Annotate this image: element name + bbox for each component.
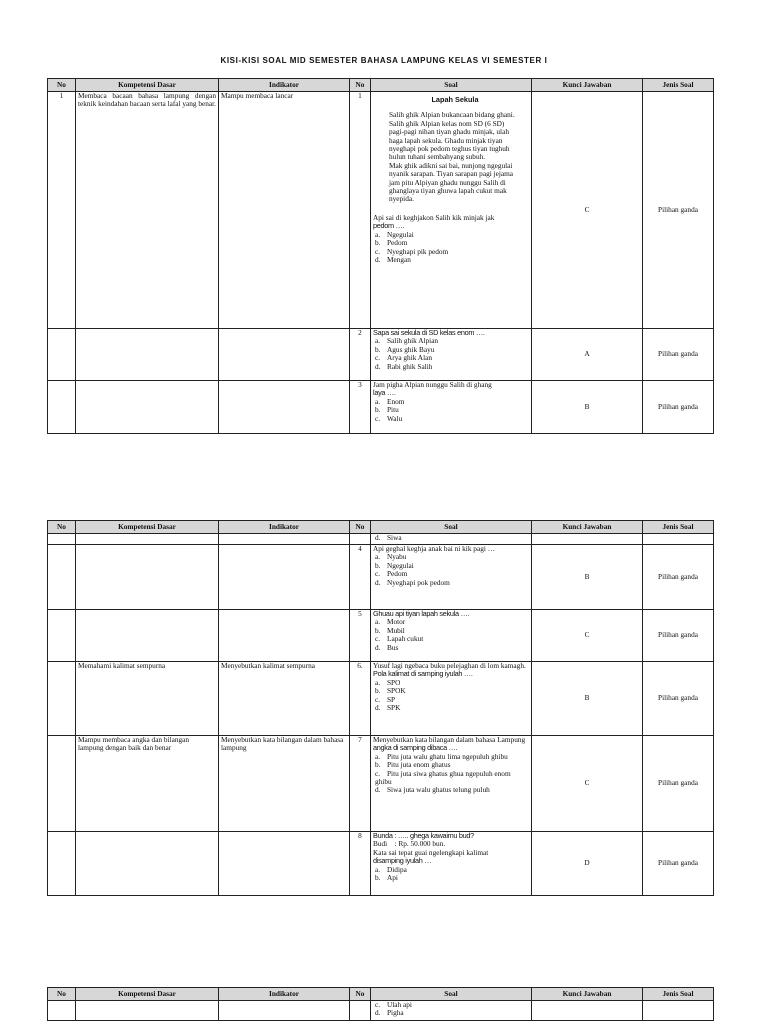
option-d: d. Siwa juta walu ghatus telung puluh bbox=[375, 785, 490, 795]
table-header-row bbox=[48, 79, 714, 92]
option-d: d. SPK bbox=[375, 703, 401, 713]
option-a: a. SPO bbox=[375, 677, 401, 687]
jenis-cell: Pilihan ganda bbox=[643, 832, 714, 896]
option-a: a. Didipa bbox=[375, 864, 407, 874]
option-c: c. Arya ghik Alan bbox=[375, 353, 432, 363]
option-c: c. Nyeghapi pik pedom bbox=[375, 246, 449, 256]
option-a: a. Enom bbox=[375, 396, 405, 406]
answer-options bbox=[373, 1001, 529, 1018]
header-jenis: Jenis Soal bbox=[643, 988, 714, 1001]
option-b: b. Mubil bbox=[375, 625, 405, 635]
question-text: Yusuf lagi ngebaca buku pelejaghan di lom kamagh. bbox=[373, 661, 526, 670]
soal-no: 7 bbox=[350, 736, 371, 832]
option-a: a. Pitu juta walu ghatu lima ngepuluh ghibu bbox=[375, 751, 508, 761]
header-no-soal: No bbox=[350, 988, 371, 1001]
header-soal: Soal bbox=[371, 79, 532, 92]
jenis-cell: Pilihan ganda bbox=[643, 381, 714, 434]
answer-options bbox=[373, 534, 529, 542]
header-indikator: Indikator bbox=[219, 521, 350, 534]
question-text: Pola kalimat di samping iyulah …. bbox=[373, 669, 473, 679]
header-jenis: Jenis Soal bbox=[643, 521, 714, 534]
kunci-cell: A bbox=[532, 329, 643, 381]
header-no-soal: No bbox=[350, 521, 371, 534]
option-d: d. Pigha bbox=[375, 1008, 404, 1018]
option-b: b. Pedom bbox=[375, 238, 408, 248]
question-text: Sapa sai sekula di SD kelas enom …. bbox=[373, 328, 485, 337]
kompetensi-cell: Memahami kalimat sempurna bbox=[76, 662, 219, 736]
indikator-cell: Mampu membaca lancar bbox=[219, 92, 350, 329]
option-b: b. Ngegulai bbox=[375, 560, 414, 570]
option-d: d. Nyeghapi pok pedom bbox=[375, 577, 450, 587]
soal-no: 5 bbox=[350, 610, 371, 662]
option-c: c. Pedom bbox=[375, 569, 408, 579]
option-c: c. SP bbox=[375, 694, 396, 704]
header-indikator: Indikator bbox=[219, 988, 350, 1001]
kisi-table-page-2 bbox=[47, 520, 714, 896]
table-row bbox=[48, 329, 714, 381]
header-no: No bbox=[48, 79, 76, 92]
header-kompetensi: Kompetensi Dasar bbox=[76, 521, 219, 534]
header-kompetensi: Kompetensi Dasar bbox=[76, 988, 219, 1001]
header-indikator: Indikator bbox=[219, 79, 350, 92]
header-no: No bbox=[48, 988, 76, 1001]
header-soal: Soal bbox=[371, 988, 532, 1001]
table-row bbox=[48, 736, 714, 832]
soal-no: 8 bbox=[350, 832, 371, 896]
soal-no: 4 bbox=[350, 545, 371, 610]
soal-no: 6. bbox=[350, 662, 371, 736]
question-text: Api geghal keghja anak bai ni kik pagi … bbox=[373, 544, 495, 553]
option-d: d. Siwa bbox=[375, 533, 402, 542]
option-b: b. Api bbox=[375, 873, 398, 883]
soal-cell bbox=[371, 1001, 532, 1021]
option-a: a. Salih ghik Alpian bbox=[375, 336, 439, 346]
soal-no: 3 bbox=[350, 381, 371, 434]
table-header-row bbox=[48, 521, 714, 534]
question-text: Kata sai tepat guai ngelengkapi kalimat bbox=[373, 847, 489, 857]
question-text: Ghuau api tiyan lapah sekula …. bbox=[373, 609, 470, 618]
option-d: d. Bus bbox=[375, 642, 399, 652]
question-text: Api sai di keghjakon Salih kik minjak jak bbox=[373, 212, 495, 222]
passage-title: Lapah Sekula bbox=[431, 95, 479, 104]
header-no: No bbox=[48, 521, 76, 534]
jenis-cell: Pilihan ganda bbox=[643, 92, 714, 329]
kunci-cell: D bbox=[532, 832, 643, 896]
answer-options bbox=[373, 553, 529, 587]
header-jenis: Jenis Soal bbox=[643, 79, 714, 92]
option-d: d. Mengan bbox=[375, 254, 411, 264]
indikator-cell: Menyebutkan kata bilangan dalam bahasa lampung bbox=[219, 736, 350, 832]
passage-paragraph: Mak ghik adikni sai bai, nunjong ngegulai nyanik sarapan. Tiyan sarapan pagi jejama jam pitu Alpiyan ghadu nunggu Salih di ghanglaya tiyan ghuwa lapah cukut mak nyepida. bbox=[389, 160, 514, 204]
header-kunci: Kunci Jawaban bbox=[532, 79, 643, 92]
table-row bbox=[48, 1001, 714, 1021]
question-text: Menyebutkan kata bilangan dalam bahasa Lampung bbox=[373, 735, 526, 744]
option-b: b. Pitu juta enom ghatus bbox=[375, 760, 451, 770]
question-text: Jam pigha Alpian nunggu Salih di ghang bbox=[373, 380, 492, 389]
question-text: angka di samping dibaca …. bbox=[373, 743, 458, 753]
answer-options bbox=[373, 398, 529, 423]
table-row bbox=[48, 381, 714, 434]
jenis-cell: Pilihan ganda bbox=[643, 662, 714, 736]
header-kunci: Kunci Jawaban bbox=[532, 521, 643, 534]
question-text: Bunda : ….. ghega kawaimu bud? bbox=[373, 831, 474, 840]
jenis-cell: Pilihan ganda bbox=[643, 329, 714, 381]
question-text: disamping iyulah … bbox=[373, 856, 432, 866]
option-c: c. Lapah cukut bbox=[375, 634, 424, 644]
indikator-cell: Menyebutkan kalimat sempurna bbox=[219, 662, 350, 736]
option-c: c. Pitu juta siwa ghatus ghua ngepuluh enom ghibu bbox=[375, 768, 511, 787]
question-text: Budi : Rp. 50.000 bun. bbox=[373, 839, 446, 849]
question-text: laya …. bbox=[373, 388, 396, 398]
table-header-row bbox=[48, 988, 714, 1001]
soal-cell bbox=[371, 832, 532, 896]
kompetensi-cell: Mampu membaca angka dan bilangan lampung dengan baik dan benar bbox=[76, 736, 219, 832]
option-a: a. Motor bbox=[375, 617, 406, 627]
kisi-table-page-1 bbox=[47, 78, 714, 434]
soal-cell bbox=[371, 736, 532, 832]
passage-paragraph: Salih ghik Alpian bukancaan bidang ghani. Salih ghik Alpian kelas nom SD (6 SD) pagi-pagi nihan tiyan ghadu minjak, ulah haga lapah sekula. Ghadu minjak tiyan nyeghapi pok pedom teghus tiyan tughuh hulun tuhani sembahyang subuh. bbox=[389, 110, 515, 162]
option-b: b. Pitu bbox=[375, 405, 399, 415]
document-title: KISI-KISI SOAL MID SEMESTER BAHASA LAMPUNG KELAS VI SEMESTER I bbox=[220, 56, 548, 65]
kunci-cell: C bbox=[532, 736, 643, 832]
jenis-cell: Pilihan ganda bbox=[643, 545, 714, 610]
table-row bbox=[48, 534, 714, 545]
soal-cell bbox=[371, 662, 532, 736]
kisi-table-page-3 bbox=[47, 987, 714, 1021]
jenis-cell: Pilihan ganda bbox=[643, 736, 714, 832]
kunci-cell: B bbox=[532, 545, 643, 610]
answer-options bbox=[373, 337, 529, 371]
option-c: c. Walu bbox=[375, 413, 403, 423]
soal-cell bbox=[371, 534, 532, 545]
soal-cell bbox=[371, 381, 532, 434]
kunci-cell: B bbox=[532, 381, 643, 434]
soal-cell bbox=[371, 92, 532, 329]
kunci-cell: B bbox=[532, 662, 643, 736]
header-soal: Soal bbox=[371, 521, 532, 534]
kunci-cell: C bbox=[532, 610, 643, 662]
option-a: a. Ngegulai bbox=[375, 229, 414, 239]
header-kunci: Kunci Jawaban bbox=[532, 988, 643, 1001]
answer-options bbox=[373, 231, 529, 265]
option-a: a. Nyabu bbox=[375, 552, 407, 562]
kunci-cell: C bbox=[532, 92, 643, 329]
header-no-soal: No bbox=[350, 79, 371, 92]
table-row bbox=[48, 610, 714, 662]
header-kompetensi: Kompetensi Dasar bbox=[76, 79, 219, 92]
option-b: b. SPOK bbox=[375, 686, 406, 696]
option-d: d. Rabi ghik Salih bbox=[375, 361, 433, 371]
answer-options bbox=[373, 866, 529, 883]
table-row bbox=[48, 662, 714, 736]
kompetensi-cell: Membaca bacaan bahasa lampung dengan teknik keindahan bacaan serta lafal yang benar. bbox=[76, 92, 219, 329]
answer-options bbox=[373, 753, 529, 795]
option-b: b. Agus ghik Bayu bbox=[375, 344, 435, 354]
answer-options bbox=[373, 618, 529, 652]
reading-passage bbox=[373, 92, 529, 204]
soal-no: 1 bbox=[350, 92, 371, 329]
table-row bbox=[48, 832, 714, 896]
row-no: 1 bbox=[48, 92, 76, 329]
question-text: pedom …. bbox=[373, 221, 405, 231]
soal-cell bbox=[371, 329, 532, 381]
soal-cell bbox=[371, 610, 532, 662]
soal-no: 2 bbox=[350, 329, 371, 381]
jenis-cell: Pilihan ganda bbox=[643, 610, 714, 662]
soal-cell bbox=[371, 545, 532, 610]
option-c: c. Ulah api bbox=[375, 1000, 412, 1009]
answer-options bbox=[373, 679, 529, 713]
table-row bbox=[48, 92, 714, 329]
table-row bbox=[48, 545, 714, 610]
